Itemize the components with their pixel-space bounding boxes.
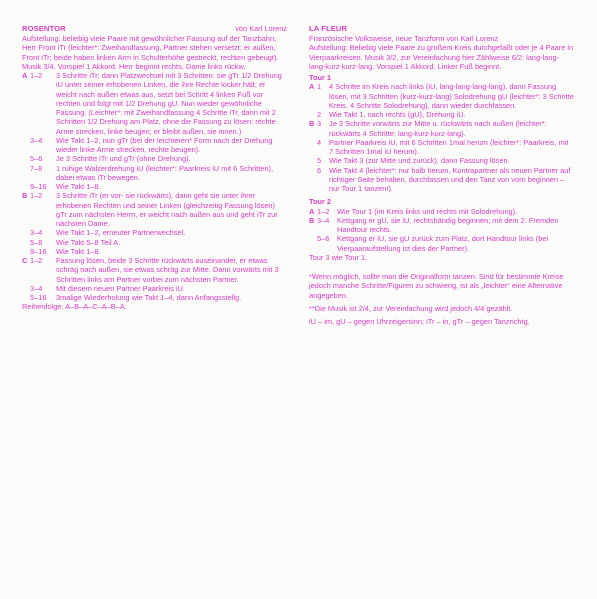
setup-text: Aufstellung: beliebig viele Paare mit gewöhnlicher Fassung auf der Tanzbahn, Herr Front iTr (leichter*: Zweihandfassung, Partner stehen versetzt: er außen, Front iTr; beide haben linken Arm in Schulterhöhe gestreckt, rechten gebeugt). Musik 3/4. Vorspiel 1 Akkord. Herr beginnt rechts, Dame links rückw. — [22, 34, 279, 71]
step-label — [309, 138, 329, 157]
step-label — [309, 216, 337, 235]
step-label — [22, 71, 56, 136]
step-label — [309, 82, 329, 110]
section-letter: B — [22, 191, 28, 201]
tour-2-step-list — [309, 207, 574, 253]
step-item — [22, 293, 287, 302]
step-text: Wie Takt 5–8 Teil A. — [56, 237, 121, 247]
step-label — [22, 154, 56, 163]
step-text: Mit diesem neuen Partner Paarkreis iU. — [56, 283, 185, 293]
step-item — [309, 234, 574, 253]
section-letter: A — [309, 206, 315, 216]
footnote-easier: *Wenn möglich, sollte man die Originalform tanzen. Sind für bestimmte Kreise jedoch manche Schritte/Figuren zu schwierig, ist als „leichter“ eine Alternative angegeben. — [309, 272, 564, 300]
dance-title: ROSENTOR — [22, 24, 66, 33]
step-item — [22, 154, 287, 163]
step-item — [22, 182, 287, 191]
step-item — [22, 238, 287, 247]
bar-numbers: 5–16 — [30, 293, 47, 302]
step-label — [309, 207, 337, 216]
step-item — [309, 166, 574, 194]
step-label — [22, 191, 56, 228]
tour-1-heading: Tour 1 — [309, 73, 332, 82]
step-list — [22, 71, 287, 302]
step-item — [22, 136, 287, 155]
step-text: Wie Takt 4 (leichter*: nur halb herum, Kontrapartner als neuen Partner auf richtiger Seite behalten, durchfassen und den Tanz von vorn beginnen – nur Tour 1 tanzen!). — [329, 165, 571, 193]
tour-1-step-list — [309, 82, 574, 193]
bar-numbers: 5–8 — [30, 237, 43, 247]
step-text: Wie Tour 1 (im Kreis links und rechts mit Solodrehung). — [337, 206, 518, 216]
la-fleur-column — [309, 24, 574, 326]
section-letter: B — [309, 215, 315, 225]
step-item — [22, 164, 287, 183]
step-item — [22, 191, 287, 228]
step-text: Partner Paarkreis iU, mit 6 Schritten 1mal herum (leichter*: Paarkreis, mit 7 Schritten 1mal iU herum). — [329, 137, 569, 156]
bar-numbers: 3–4 — [317, 215, 330, 225]
step-text: Kettgang er iU, sie gU zurück zum Platz, dort Handtour links (bei Vierpaaraufstellung ist dies der Partner). — [337, 234, 549, 253]
step-label — [22, 284, 56, 293]
step-text: 3 Schritte iTr (er vor- sie rückwärts), dann geht sie unter ihrer erhobenen Rechten und seiner Linken (gleichzeitig Fassung lösen) gTr zum nächsten Herrn, er weicht nach außen aus und geht iTr zur nächsten Dame. — [56, 191, 278, 228]
step-item — [22, 228, 287, 237]
step-text: Wie Takt 1–2, nun gTr (bei der leichteren* Form nach der Drehung wieder linke Arme strecken, rechte beugen). — [56, 135, 273, 154]
tour-3-text: Tour 3 wie Tour 1. — [309, 252, 368, 262]
step-text: Je 3 Schritte vorwärts zur Mitte u. rückwärts nach außen (leichter*: rückwärts 4 Schritte: lang-kurz-kurz-lang). — [329, 119, 547, 138]
step-label — [22, 247, 56, 256]
bar-numbers: 4 — [317, 137, 322, 147]
step-label — [22, 164, 56, 183]
step-label — [22, 256, 56, 284]
rosentor-column — [22, 24, 287, 312]
section-letter: C — [22, 256, 28, 265]
bar-numbers: 3–4 — [30, 135, 43, 145]
rosentor-header — [22, 24, 287, 34]
step-label — [22, 182, 56, 191]
step-text: 1 ruhige Walzerdrehung iU (leichter*: Paarkreis iU mit 6 Schritten), dabei etwas iTr bewegen. — [56, 163, 274, 182]
bar-numbers: 3–4 — [30, 283, 43, 293]
bar-numbers: 5 — [317, 156, 322, 166]
la-fleur-header — [309, 24, 574, 34]
step-item — [22, 284, 287, 293]
bar-numbers: 3 — [317, 119, 322, 129]
bar-numbers: 1–2 — [30, 191, 43, 201]
step-item — [22, 256, 287, 284]
bar-numbers: 3–4 — [30, 228, 43, 238]
setup-text: Aufstellung: Beliebig viele Paare zu großem Kreis durchgefaßt oder je 4 Paare in Vierpaarkreisen. Musik 3/2, zur Vereinfachung hier Zählweise 6/2: lang-lang-lang-kurz-kurz-lang. Vorspiel 1 Akkord. Linker Fuß beginnt. — [309, 43, 574, 71]
dance-title: LA FLEUR — [309, 24, 348, 33]
step-label — [22, 228, 56, 237]
step-label — [22, 293, 56, 302]
section-letter: A — [22, 71, 28, 80]
step-label — [309, 156, 329, 165]
bar-numbers: 1–2 — [30, 71, 43, 80]
step-item — [22, 71, 287, 136]
step-text: 3malige Wiederholung wie Takt 1–4, dann Anfangsstellg. — [56, 293, 242, 302]
section-letter: A — [309, 82, 315, 92]
step-text: Je 3 Schritte iTr und gTr (ohne Drehung). — [56, 154, 191, 164]
bar-numbers: 9–16 — [30, 182, 47, 191]
bar-numbers: 1–2 — [30, 256, 43, 265]
step-text: 3 Schritte iTr; dann Platzwechsel mit 3 Schritten: sie gTr 1/2 Drehung iU unter seiner erhobenen Linken, die ihre Rechte locker hält; er weicht nach außen etwas aus, setzt bei Schritt 4 linken Fuß vor rechten und folgt mit 1/2 Drehung gU. Nun wieder gewöhnliche Fassung. (Leichter*: mit Zweihandfassung 4 Schritte iTr, dann mit 2 Schritten 1/2 Drehung am Platz, ohne die Fassung zu lösen: rechte Arme strecken, linke beugen; er bleibt außen, sie innen.) — [56, 71, 282, 136]
bar-numbers: 9–16 — [30, 246, 47, 256]
step-text: Fassung lösen, beide 3 Schritte rückwärts auseinander, er etwas schräg nach außen, sie etwas schräg zur Mitte. Dann vorwärts mit 3 Schritten links am Partner vorbei zum nächsten Partner. — [56, 256, 279, 284]
section-letter: B — [309, 119, 315, 129]
step-label — [309, 110, 329, 119]
origin-text: Französische Volksweise, neue Tanzform von Karl Lorenz — [309, 34, 499, 43]
bar-numbers: 1–2 — [317, 206, 330, 216]
step-label — [309, 234, 337, 253]
bar-numbers: 5–6 — [317, 234, 330, 244]
step-item — [22, 247, 287, 256]
step-label — [309, 166, 329, 194]
bar-numbers: 2 — [317, 110, 322, 119]
step-item — [309, 138, 574, 157]
footnote-music: **Die Musik ist 2/4, zur Vereinfachung wird jedoch 4/4 gezählt. — [309, 303, 513, 313]
step-text: Wie Takt 1, nach rechts (gU), Drehung iU. — [329, 110, 466, 119]
step-text: Wie Takt 1–8. — [56, 246, 101, 256]
step-item — [309, 216, 574, 235]
bar-numbers: 6 — [317, 165, 322, 175]
bar-numbers: 5–6 — [30, 154, 43, 164]
step-text: Wie Takt 1–8. — [56, 182, 101, 191]
step-item — [309, 110, 574, 119]
step-text: Wie Takt 1–2, erneuter Partnerwechsel. — [56, 228, 186, 238]
bar-numbers: 7–8 — [30, 163, 43, 173]
step-item — [309, 207, 574, 216]
step-item — [309, 156, 574, 165]
abbreviations: iU – im, gU – gegen Uhrzeigersinn; iTr – in, gTr – gegen Tanzrichtg. — [309, 317, 530, 326]
step-text: 4 Schritte im Kreis nach links (iU, lang-lang-lang-lang), dann Fassung lösen, mit 3 Schritten (kurz-kurz-lang) Solodrehung gU (leichter*: 3 Schritte Kreis, 4 Schritte Solodrehung), dann wieder durchfassen. — [329, 82, 574, 110]
dance-author: von Karl Lorenz — [235, 24, 287, 33]
bar-numbers: 1 — [317, 82, 322, 92]
step-label — [309, 119, 329, 138]
step-text: Wie Takt 3 (zur Mitte und zurück), dann Fassung lösen. — [329, 156, 510, 166]
step-item — [309, 82, 574, 110]
tour-2-heading: Tour 2 — [309, 197, 332, 207]
step-text: Kettgang er gU, sie iU, rechtshändig beginnen; mit dem 2. Fremden Handtour rechts. — [337, 215, 559, 234]
sequence-text: Reihenfolge: A–B–A–C–A–B–A. — [22, 302, 127, 312]
step-label — [22, 136, 56, 155]
step-item — [309, 119, 574, 138]
step-label — [22, 238, 56, 247]
